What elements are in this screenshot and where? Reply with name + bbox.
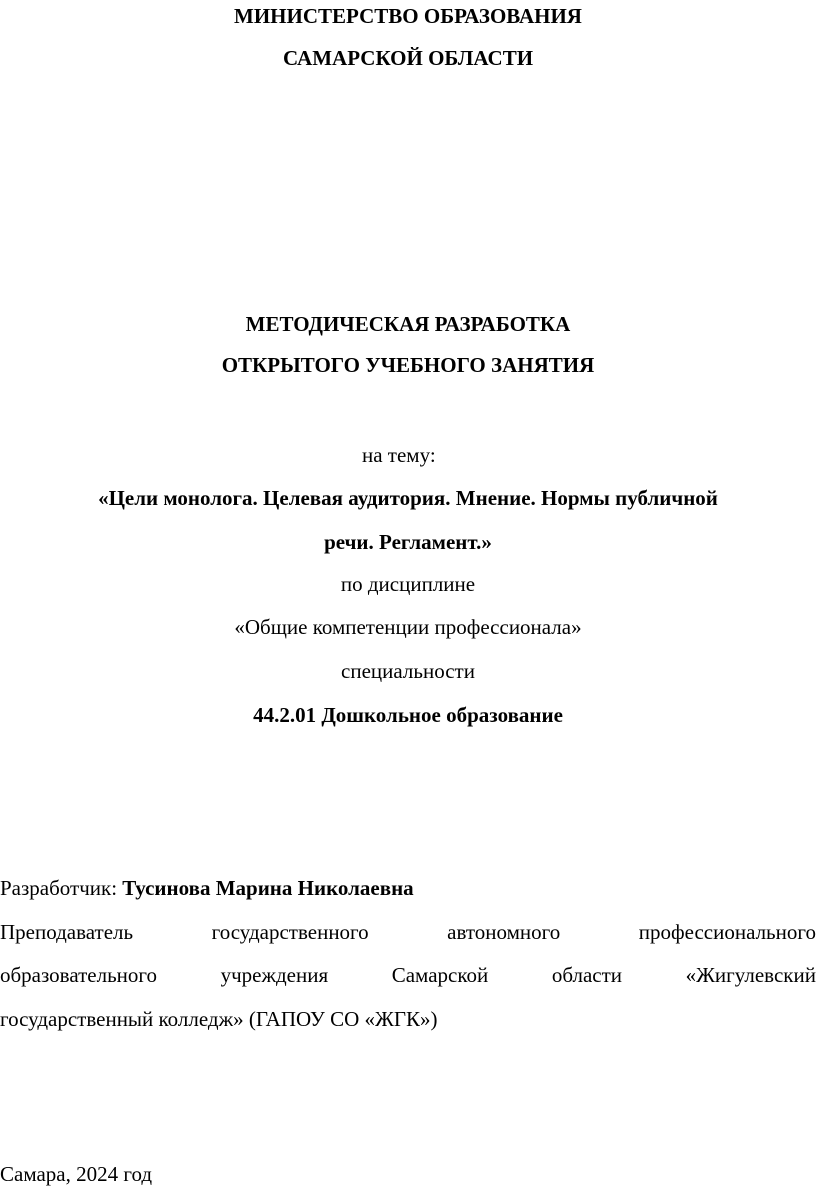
topic-line-2: речи. Регламент.» (324, 530, 492, 554)
developer-line (0, 876, 816, 900)
discipline-intro: по дисциплине (340, 572, 476, 596)
desc-word: государственного (211, 920, 369, 944)
topic-line-1: «Цели монолога. Целевая аудитория. Мнение. Нормы публичной (98, 486, 718, 510)
desc-word: профессионального (638, 920, 816, 944)
developer-name: Тусинова Марина Николаевна (122, 876, 414, 900)
desc-word: «Жигулевский (685, 963, 816, 987)
developer-desc-line-3: государственный колледж» (ГАПОУ СО «ЖГК») (0, 1007, 438, 1031)
desc-word: области (551, 963, 623, 987)
discipline-name: «Общие компетенции профессионала» (234, 615, 582, 639)
desc-word: Самарской (391, 963, 489, 987)
doc-title-line-2: ОТКРЫТОГО УЧЕБНОГО ЗАНЯТИЯ (221, 353, 595, 377)
ministry-line-1: МИНИСТЕРСТВО ОБРАЗОВАНИЯ (234, 4, 582, 28)
specialty-name: 44.2.01 Дошкольное образование (253, 703, 563, 727)
doc-title-line-1: МЕТОДИЧЕСКАЯ РАЗРАБОТКА (245, 312, 571, 336)
developer-desc-line-1 (0, 920, 816, 944)
developer-label: Разработчик: (0, 876, 123, 900)
desc-word: Преподаватель (0, 920, 134, 944)
desc-word: учреждения (220, 963, 329, 987)
topic-intro: на тему: (362, 443, 436, 467)
specialty-intro: специальности (341, 659, 475, 683)
desc-word: автономного (447, 920, 561, 944)
desc-word: образовательного (0, 963, 157, 987)
developer-desc-line-2 (0, 963, 816, 987)
place-year: Самара, 2024 год (0, 1162, 153, 1186)
ministry-line-2: САМАРСКОЙ ОБЛАСТИ (282, 46, 534, 70)
